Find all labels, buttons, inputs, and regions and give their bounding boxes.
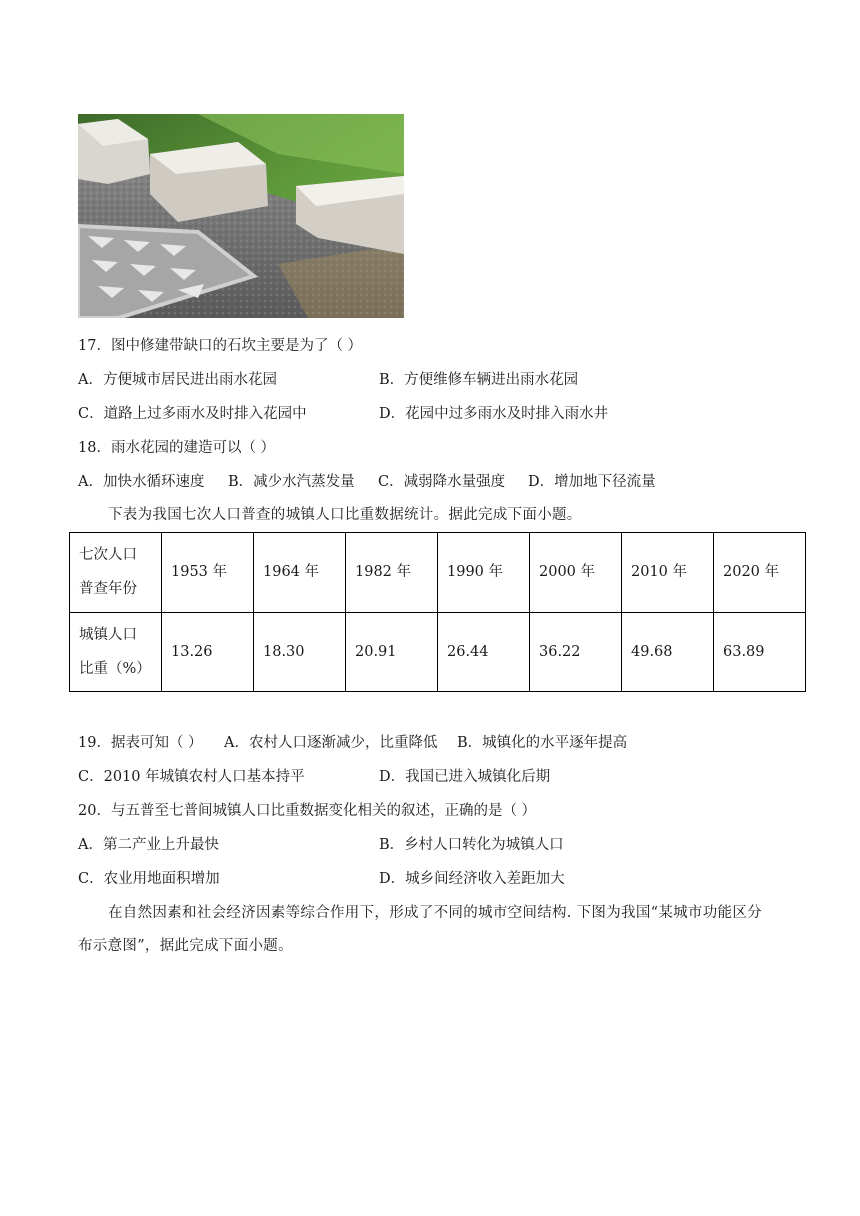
q17-option-d: D．花园中过多雨水及时排入雨水井	[379, 406, 609, 422]
q18-option-b: B．减少水汽蒸发量	[228, 474, 355, 490]
table-intro: 下表为我国七次人口普查的城镇人口比重数据统计。据此完成下面小题。	[108, 507, 582, 523]
value-cell: 20.91	[346, 612, 438, 692]
years-row-header-line1: 七次人口	[79, 547, 137, 564]
value-cell: 63.89	[714, 612, 806, 692]
census-table	[69, 532, 806, 692]
year-cell: 2000 年	[530, 533, 622, 613]
year-cell: 1982 年	[346, 533, 438, 613]
years-row-header	[70, 533, 162, 613]
q19-option-a: A．农村人口逐渐减少，比重降低	[224, 735, 438, 751]
values-row-header	[70, 612, 162, 692]
value-cell: 36.22	[530, 612, 622, 692]
q18-option-a: A．加快水循环速度	[78, 474, 205, 490]
q17-stem: 17．图中修建带缺口的石坎主要是为了（ ）	[78, 338, 363, 354]
year-cell: 2020 年	[714, 533, 806, 613]
year-cell: 1964 年	[254, 533, 346, 613]
year-cell: 2010 年	[622, 533, 714, 613]
year-cell: 1953 年	[162, 533, 254, 613]
q19-option-c: C．2010 年城镇农村人口基本持平	[78, 769, 305, 785]
q20-option-b: B．乡村人口转化为城镇人口	[379, 837, 564, 853]
rain-garden-photo	[78, 114, 404, 318]
value-cell: 13.26	[162, 612, 254, 692]
value-cell: 18.30	[254, 612, 346, 692]
q19-option-d: D．我国已进入城镇化后期	[379, 769, 551, 785]
q18-option-d: D．增加地下径流量	[528, 474, 656, 490]
years-row-header-line2: 普查年份	[79, 581, 137, 598]
value-cell: 49.68	[622, 612, 714, 692]
q18-stem: 18．雨水花园的建造可以（ ）	[78, 440, 276, 456]
city-structure-intro-line2: 布示意图”，据此完成下面小题。	[78, 938, 293, 954]
curb-and-drain-illustration	[78, 114, 404, 318]
q19-option-b: B．城镇化的水平逐年提高	[457, 735, 628, 751]
q20-option-c: C．农业用地面积增加	[78, 871, 220, 887]
q20-option-d: D．城乡间经济收入差距加大	[379, 871, 565, 887]
q20-option-a: A．第二产业上升最快	[78, 837, 219, 853]
q18-option-c: C．减弱降水量强度	[378, 474, 506, 490]
table-row-years	[70, 533, 806, 613]
q17-option-c: C．道路上过多雨水及时排入花园中	[78, 406, 307, 422]
value-cell: 26.44	[438, 612, 530, 692]
values-row-header-line2: 比重（%）	[79, 660, 151, 677]
q17-option-b: B．方便维修车辆进出雨水花园	[379, 372, 579, 388]
table-row-values	[70, 612, 806, 692]
city-structure-intro-line1: 在自然因素和社会经济因素等综合作用下，形成了不同的城市空间结构. 下图为我国“某城市功能区分	[108, 905, 762, 921]
q20-stem: 20．与五普至七普间城镇人口比重数据变化相关的叙述，正确的是（ ）	[78, 803, 537, 819]
q17-option-a: A．方便城市居民进出雨水花园	[78, 372, 277, 388]
q19-stem: 19．据表可知（ ）	[78, 735, 203, 751]
values-row-header-line1: 城镇人口	[79, 626, 137, 643]
year-cell: 1990 年	[438, 533, 530, 613]
